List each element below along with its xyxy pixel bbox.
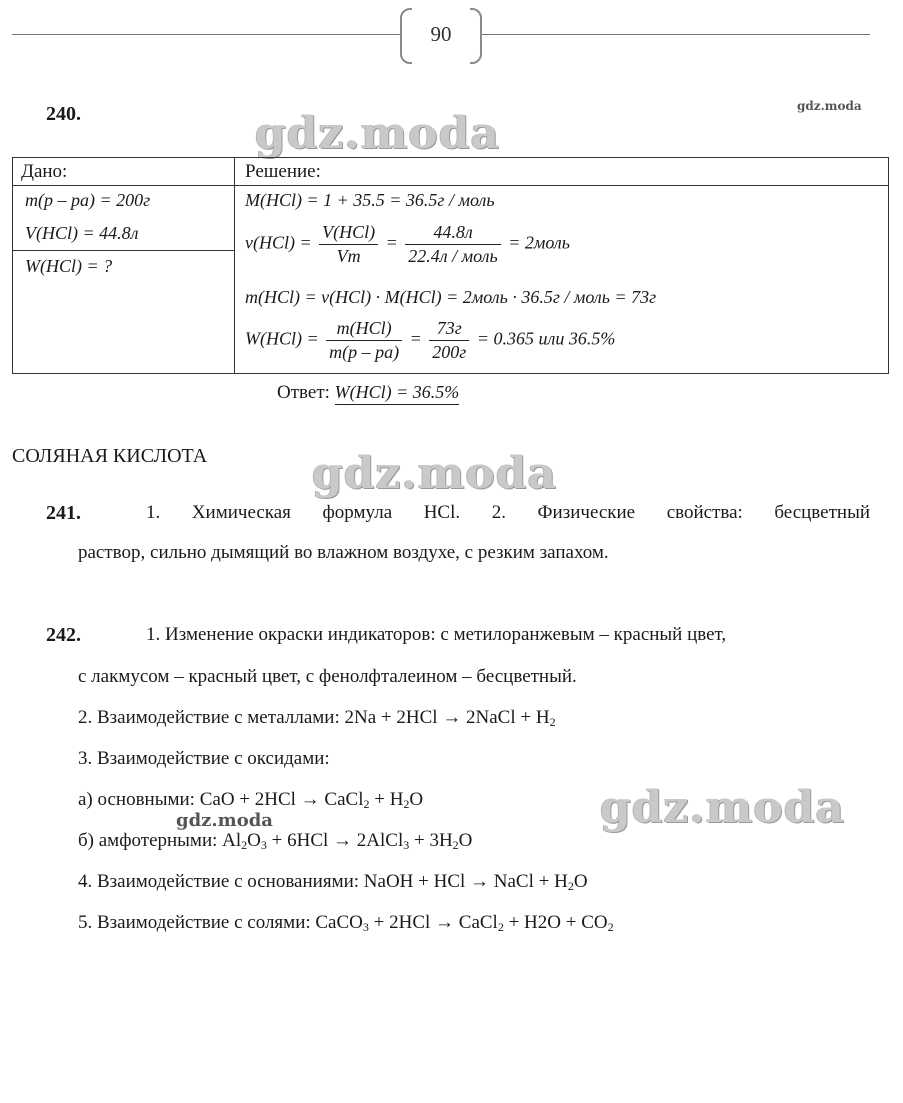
salts-reaction: 5. Взаимодействие с солями: CaCO: [78, 912, 363, 933]
moles-fraction-2: [405, 222, 500, 267]
page-number: 90: [430, 22, 452, 46]
problem-240-number: 240.: [46, 103, 81, 125]
problem-242-line-1: 1. Изменение окраски индикаторов: с метилоранжевым – красный цвет,: [146, 624, 727, 645]
fraction-rhs: = 0.365 или 36.5%: [476, 328, 616, 349]
problem-242-line-5: [78, 789, 423, 815]
sub-2: 2: [363, 797, 370, 811]
salts-end: + H2O + CO: [503, 912, 608, 933]
oxygen: O: [573, 871, 588, 892]
metals-reaction: 2. Взаимодействие с металлами: 2Na + 2HCl → 2NaCl + H: [78, 707, 550, 728]
problem-242-line-2: с лакмусом – красный цвет, с фенолфталеином – бесцветный.: [78, 666, 577, 687]
problem-242-line-8: [78, 912, 614, 938]
oxygen: O: [458, 830, 473, 851]
solution-header: Решение:: [245, 161, 321, 182]
given-volume: V(HCl) = 44.8л: [25, 223, 139, 243]
sub-2: 2: [403, 797, 410, 811]
fraction-f1: [326, 318, 402, 363]
moles-line: [245, 222, 570, 267]
sub-2: 2: [241, 838, 248, 852]
oxygen: O: [409, 789, 424, 810]
find-value: W(HCl) = ?: [25, 256, 113, 276]
answer-line: [277, 381, 459, 404]
problem-242-line-4: 3. Взаимодействие с оксидами:: [78, 748, 330, 769]
moles-lhs: ν(HCl) =: [245, 232, 312, 253]
solution-table: [12, 157, 889, 374]
moles-f2-num: 44.8л: [405, 222, 500, 245]
problem-242-line-3: [78, 707, 556, 733]
amphoteric-reaction: б) амфотерными: Al: [78, 830, 242, 851]
problem-242-number: 242.: [46, 624, 81, 646]
sub-2: 2: [549, 715, 556, 729]
moles-eq: =: [385, 232, 398, 253]
header-rule-left: [12, 34, 400, 35]
sub-2: 2: [497, 920, 504, 934]
moles-fraction-1: [319, 222, 378, 267]
section-title: СОЛЯНАЯ КИСЛОТА: [12, 445, 208, 467]
problem-241-line-2: раствор, сильно дымящий во влажном воздухе, с резким запахом.: [78, 542, 609, 563]
moles-rhs: = 2моль: [508, 232, 570, 253]
sub-2: 2: [607, 920, 614, 934]
basic-oxides-reaction: а) основными: CaO + 2HCl → CaCl: [78, 789, 364, 810]
given-divider: [13, 250, 234, 251]
sub-3: 3: [403, 838, 410, 852]
sub-3: 3: [362, 920, 369, 934]
problem-241-line-1: 1. Химическая формула HCl. 2. Физические свойства: бесцветный: [146, 502, 870, 523]
moles-f1-den: Vm: [336, 246, 361, 266]
problem-242-line-7: [78, 871, 588, 897]
problem-242-line-6: [78, 830, 472, 856]
salts-mid: + 2HCl → CaCl: [368, 912, 498, 933]
fraction-f1-num: m(HCl): [326, 318, 402, 341]
fraction-f1-den: m(р – ра): [329, 342, 400, 362]
given-header: Дано:: [21, 161, 68, 182]
problem-241-number: 241.: [46, 502, 81, 524]
molar-mass-line: M(HCl) = 1 + 35.5 = 36.5г / моль: [245, 190, 495, 210]
oxygen: O: [247, 830, 261, 851]
plus-h: + H: [369, 789, 404, 810]
fraction-eq: =: [409, 328, 422, 349]
answer-value: W(HCl) = 36.5%: [335, 382, 460, 405]
fraction-f2: [429, 318, 469, 363]
fraction-line: [245, 318, 615, 363]
fraction-lhs: W(HCl) =: [245, 328, 319, 349]
watermark-big-2: gdz.moda: [312, 448, 558, 499]
mass-hcl-line: m(HCl) = ν(HCl) · M(HCl) = 2моль · 36.5г / моль = 73г: [245, 287, 657, 307]
amphoteric-end: + 3H: [409, 830, 453, 851]
sub-2: 2: [452, 838, 459, 852]
page-number-box: [400, 8, 482, 64]
fraction-f2-den: 200г: [432, 342, 467, 362]
header-rule-right: [478, 34, 870, 35]
watermark-big-1: gdz.moda: [255, 108, 501, 159]
fraction-f2-num: 73г: [429, 318, 469, 341]
answer-label: Ответ:: [277, 382, 330, 403]
bases-reaction: 4. Взаимодействие с основаниями: NaOH + HCl → NaCl + H: [78, 871, 568, 892]
sub-2: 2: [567, 879, 574, 893]
watermark-small-top: gdz.moda: [797, 99, 862, 113]
moles-f1-num: V(HCl): [319, 222, 378, 245]
amphoteric-mid: + 6HCl → 2AlCl: [266, 830, 404, 851]
watermark-small-mid: gdz.moda: [176, 810, 273, 831]
watermark-big-3: gdz.moda: [600, 782, 846, 833]
sub-3: 3: [260, 838, 267, 852]
moles-f2-den: 22.4л / моль: [408, 246, 498, 266]
given-mass: m(р – ра) = 200г: [25, 190, 151, 210]
